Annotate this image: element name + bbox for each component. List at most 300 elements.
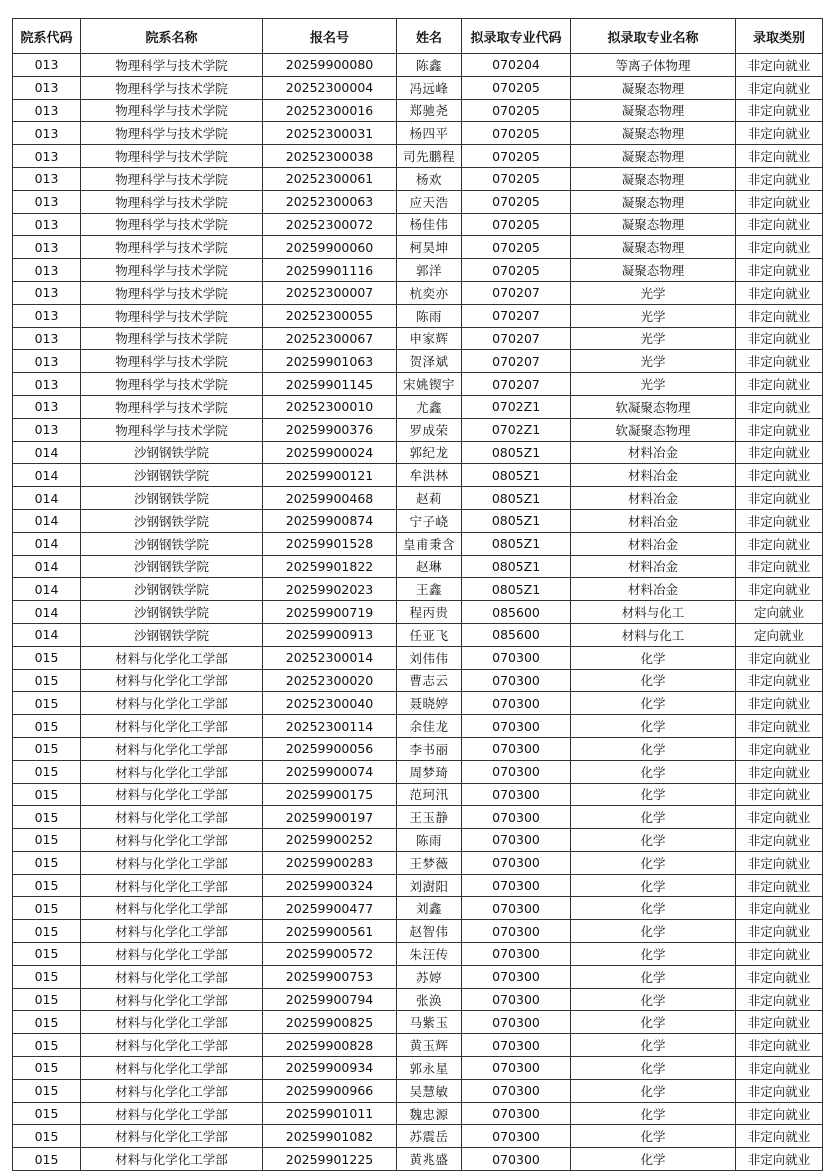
reg-no-cell: 20259901063 bbox=[263, 350, 397, 373]
name-cell: 杭奕亦 bbox=[397, 281, 462, 304]
dept-name-cell: 沙钢钢铁学院 bbox=[81, 487, 263, 510]
dept-name-cell: 物理科学与技术学院 bbox=[81, 395, 263, 418]
major-name-cell: 材料冶金 bbox=[571, 441, 736, 464]
dept-name-cell: 材料与化学化工学部 bbox=[81, 715, 263, 738]
reg-no-cell: 20259900468 bbox=[263, 487, 397, 510]
category-cell: 非定向就业 bbox=[736, 259, 823, 282]
major-name-cell: 凝聚态物理 bbox=[571, 259, 736, 282]
name-cell: 应天浩 bbox=[397, 190, 462, 213]
dept-name-cell: 材料与化学化工学部 bbox=[81, 988, 263, 1011]
name-cell: 赵琳 bbox=[397, 555, 462, 578]
reg-no-cell: 20252300040 bbox=[263, 692, 397, 715]
dept-code-cell: 015 bbox=[13, 965, 81, 988]
category-cell: 非定向就业 bbox=[736, 965, 823, 988]
table-row bbox=[13, 213, 823, 236]
major-name-cell: 软凝聚态物理 bbox=[571, 418, 736, 441]
table-row bbox=[13, 441, 823, 464]
category-cell: 非定向就业 bbox=[736, 441, 823, 464]
table-row bbox=[13, 509, 823, 532]
major-code-cell: 070300 bbox=[462, 1057, 571, 1080]
dept-name-cell: 材料与化学化工学部 bbox=[81, 965, 263, 988]
major-name-cell: 凝聚态物理 bbox=[571, 99, 736, 122]
reg-no-cell: 20259900913 bbox=[263, 623, 397, 646]
reg-no-cell: 20259900477 bbox=[263, 897, 397, 920]
major-name-cell: 凝聚态物理 bbox=[571, 122, 736, 145]
dept-name-cell: 材料与化学化工学部 bbox=[81, 897, 263, 920]
dept-name-cell: 材料与化学化工学部 bbox=[81, 1057, 263, 1080]
dept-code-cell: 015 bbox=[13, 737, 81, 760]
reg-no-cell: 20259901082 bbox=[263, 1125, 397, 1148]
table-row bbox=[13, 874, 823, 897]
dept-name-cell: 物理科学与技术学院 bbox=[81, 418, 263, 441]
category-cell: 非定向就业 bbox=[736, 715, 823, 738]
dept-code-cell: 013 bbox=[13, 373, 81, 396]
category-cell: 非定向就业 bbox=[736, 806, 823, 829]
major-code-cell: 0702Z1 bbox=[462, 418, 571, 441]
name-cell: 余佳龙 bbox=[397, 715, 462, 738]
dept-name-cell: 材料与化学化工学部 bbox=[81, 760, 263, 783]
category-cell: 非定向就业 bbox=[736, 509, 823, 532]
name-cell: 郭洋 bbox=[397, 259, 462, 282]
table-row bbox=[13, 236, 823, 259]
major-code-cell: 070300 bbox=[462, 806, 571, 829]
major-name-cell: 化学 bbox=[571, 874, 736, 897]
reg-no-cell: 20259900828 bbox=[263, 1034, 397, 1057]
name-cell: 皇甫秉含 bbox=[397, 532, 462, 555]
table-row bbox=[13, 555, 823, 578]
reg-no-cell: 20259900175 bbox=[263, 783, 397, 806]
name-cell: 郭永星 bbox=[397, 1057, 462, 1080]
major-name-cell: 化学 bbox=[571, 943, 736, 966]
major-code-cell: 070205 bbox=[462, 190, 571, 213]
major-name-cell: 化学 bbox=[571, 829, 736, 852]
name-cell: 任亚飞 bbox=[397, 623, 462, 646]
table-row bbox=[13, 851, 823, 874]
category-cell: 非定向就业 bbox=[736, 190, 823, 213]
reg-no-cell: 20259900561 bbox=[263, 920, 397, 943]
major-code-cell: 070300 bbox=[462, 1125, 571, 1148]
col-header-category: 录取类别 bbox=[736, 19, 823, 54]
dept-code-cell: 015 bbox=[13, 1102, 81, 1125]
major-name-cell: 光学 bbox=[571, 304, 736, 327]
name-cell: 王鑫 bbox=[397, 578, 462, 601]
col-header-dept-code: 院系代码 bbox=[13, 19, 81, 54]
major-name-cell: 化学 bbox=[571, 897, 736, 920]
category-cell: 非定向就业 bbox=[736, 897, 823, 920]
table-row bbox=[13, 76, 823, 99]
major-name-cell: 化学 bbox=[571, 1125, 736, 1148]
table-row bbox=[13, 965, 823, 988]
dept-name-cell: 材料与化学化工学部 bbox=[81, 806, 263, 829]
category-cell: 非定向就业 bbox=[736, 213, 823, 236]
reg-no-cell: 20252300007 bbox=[263, 281, 397, 304]
table-row bbox=[13, 304, 823, 327]
name-cell: 牟洪林 bbox=[397, 464, 462, 487]
dept-code-cell: 013 bbox=[13, 54, 81, 77]
category-cell: 非定向就业 bbox=[736, 373, 823, 396]
category-cell: 非定向就业 bbox=[736, 76, 823, 99]
category-cell: 定向就业 bbox=[736, 601, 823, 624]
category-cell: 非定向就业 bbox=[736, 167, 823, 190]
reg-no-cell: 20259900794 bbox=[263, 988, 397, 1011]
name-cell: 黄玉辉 bbox=[397, 1034, 462, 1057]
dept-code-cell: 013 bbox=[13, 190, 81, 213]
dept-code-cell: 015 bbox=[13, 874, 81, 897]
table-row bbox=[13, 760, 823, 783]
col-header-dept-name: 院系名称 bbox=[81, 19, 263, 54]
major-name-cell: 凝聚态物理 bbox=[571, 236, 736, 259]
name-cell: 黄兆盛 bbox=[397, 1148, 462, 1171]
name-cell: 曹志云 bbox=[397, 669, 462, 692]
dept-code-cell: 013 bbox=[13, 304, 81, 327]
dept-code-cell: 015 bbox=[13, 806, 81, 829]
major-name-cell: 化学 bbox=[571, 715, 736, 738]
reg-no-cell: 20252300031 bbox=[263, 122, 397, 145]
name-cell: 苏震岳 bbox=[397, 1125, 462, 1148]
reg-no-cell: 20252300004 bbox=[263, 76, 397, 99]
category-cell: 非定向就业 bbox=[736, 464, 823, 487]
dept-code-cell: 015 bbox=[13, 783, 81, 806]
major-name-cell: 材料与化工 bbox=[571, 623, 736, 646]
category-cell: 非定向就业 bbox=[736, 327, 823, 350]
major-name-cell: 材料冶金 bbox=[571, 509, 736, 532]
dept-name-cell: 物理科学与技术学院 bbox=[81, 213, 263, 236]
major-name-cell: 化学 bbox=[571, 783, 736, 806]
major-code-cell: 070300 bbox=[462, 851, 571, 874]
dept-name-cell: 材料与化学化工学部 bbox=[81, 737, 263, 760]
name-cell: 罗成荣 bbox=[397, 418, 462, 441]
table-row bbox=[13, 395, 823, 418]
category-cell: 非定向就业 bbox=[736, 669, 823, 692]
dept-code-cell: 013 bbox=[13, 395, 81, 418]
major-code-cell: 070300 bbox=[462, 920, 571, 943]
dept-name-cell: 材料与化学化工学部 bbox=[81, 829, 263, 852]
table-row bbox=[13, 692, 823, 715]
dept-name-cell: 材料与化学化工学部 bbox=[81, 783, 263, 806]
dept-code-cell: 015 bbox=[13, 1079, 81, 1102]
name-cell: 杨欢 bbox=[397, 167, 462, 190]
dept-name-cell: 材料与化学化工学部 bbox=[81, 669, 263, 692]
category-cell: 非定向就业 bbox=[736, 1148, 823, 1171]
reg-no-cell: 20252300055 bbox=[263, 304, 397, 327]
reg-no-cell: 20259900252 bbox=[263, 829, 397, 852]
dept-name-cell: 物理科学与技术学院 bbox=[81, 304, 263, 327]
dept-name-cell: 材料与化学化工学部 bbox=[81, 920, 263, 943]
category-cell: 非定向就业 bbox=[736, 1057, 823, 1080]
major-name-cell: 化学 bbox=[571, 988, 736, 1011]
table-row bbox=[13, 1034, 823, 1057]
major-name-cell: 化学 bbox=[571, 737, 736, 760]
reg-no-cell: 20252300067 bbox=[263, 327, 397, 350]
category-cell: 非定向就业 bbox=[736, 350, 823, 373]
major-name-cell: 化学 bbox=[571, 1034, 736, 1057]
table-row bbox=[13, 601, 823, 624]
reg-no-cell: 20259901145 bbox=[263, 373, 397, 396]
reg-no-cell: 20259900121 bbox=[263, 464, 397, 487]
table-row bbox=[13, 1148, 823, 1171]
major-code-cell: 070207 bbox=[462, 350, 571, 373]
table-row bbox=[13, 418, 823, 441]
major-name-cell: 化学 bbox=[571, 1079, 736, 1102]
col-header-major-code: 拟录取专业代码 bbox=[462, 19, 571, 54]
reg-no-cell: 20259900966 bbox=[263, 1079, 397, 1102]
table-row bbox=[13, 783, 823, 806]
dept-name-cell: 沙钢钢铁学院 bbox=[81, 555, 263, 578]
dept-code-cell: 013 bbox=[13, 213, 81, 236]
major-name-cell: 化学 bbox=[571, 1011, 736, 1034]
table-body bbox=[13, 54, 823, 1171]
table-row bbox=[13, 145, 823, 168]
major-code-cell: 0805Z1 bbox=[462, 555, 571, 578]
reg-no-cell: 20259900324 bbox=[263, 874, 397, 897]
table-row bbox=[13, 1079, 823, 1102]
name-cell: 郑驰尧 bbox=[397, 99, 462, 122]
major-code-cell: 085600 bbox=[462, 601, 571, 624]
name-cell: 宁子峣 bbox=[397, 509, 462, 532]
category-cell: 非定向就业 bbox=[736, 54, 823, 77]
reg-no-cell: 20259901822 bbox=[263, 555, 397, 578]
dept-name-cell: 物理科学与技术学院 bbox=[81, 350, 263, 373]
col-header-reg-no: 报名号 bbox=[263, 19, 397, 54]
major-name-cell: 化学 bbox=[571, 920, 736, 943]
header-row bbox=[13, 19, 823, 54]
major-name-cell: 化学 bbox=[571, 1148, 736, 1171]
reg-no-cell: 20252300063 bbox=[263, 190, 397, 213]
table-row bbox=[13, 487, 823, 510]
category-cell: 非定向就业 bbox=[736, 851, 823, 874]
major-code-cell: 070300 bbox=[462, 1011, 571, 1034]
reg-no-cell: 20259900024 bbox=[263, 441, 397, 464]
major-code-cell: 070300 bbox=[462, 1034, 571, 1057]
name-cell: 程丙贵 bbox=[397, 601, 462, 624]
dept-code-cell: 013 bbox=[13, 327, 81, 350]
dept-name-cell: 沙钢钢铁学院 bbox=[81, 601, 263, 624]
dept-name-cell: 沙钢钢铁学院 bbox=[81, 532, 263, 555]
major-name-cell: 材料与化工 bbox=[571, 601, 736, 624]
major-name-cell: 光学 bbox=[571, 327, 736, 350]
reg-no-cell: 20259900080 bbox=[263, 54, 397, 77]
dept-code-cell: 014 bbox=[13, 532, 81, 555]
major-name-cell: 软凝聚态物理 bbox=[571, 395, 736, 418]
category-cell: 非定向就业 bbox=[736, 737, 823, 760]
category-cell: 非定向就业 bbox=[736, 532, 823, 555]
name-cell: 吴慧敏 bbox=[397, 1079, 462, 1102]
table-row bbox=[13, 897, 823, 920]
dept-code-cell: 013 bbox=[13, 350, 81, 373]
dept-name-cell: 材料与化学化工学部 bbox=[81, 646, 263, 669]
major-code-cell: 070207 bbox=[462, 373, 571, 396]
reg-no-cell: 20259900376 bbox=[263, 418, 397, 441]
table-row bbox=[13, 920, 823, 943]
reg-no-cell: 20259901528 bbox=[263, 532, 397, 555]
dept-code-cell: 013 bbox=[13, 236, 81, 259]
reg-no-cell: 20252300010 bbox=[263, 395, 397, 418]
table-row bbox=[13, 350, 823, 373]
table-row bbox=[13, 578, 823, 601]
name-cell: 柯昊坤 bbox=[397, 236, 462, 259]
dept-name-cell: 物理科学与技术学院 bbox=[81, 145, 263, 168]
name-cell: 魏忠源 bbox=[397, 1102, 462, 1125]
name-cell: 郭纪龙 bbox=[397, 441, 462, 464]
major-code-cell: 0805Z1 bbox=[462, 532, 571, 555]
name-cell: 冯远峰 bbox=[397, 76, 462, 99]
dept-name-cell: 材料与化学化工学部 bbox=[81, 1079, 263, 1102]
dept-code-cell: 013 bbox=[13, 418, 81, 441]
major-name-cell: 材料冶金 bbox=[571, 532, 736, 555]
table-row bbox=[13, 1102, 823, 1125]
reg-no-cell: 20252300014 bbox=[263, 646, 397, 669]
major-code-cell: 070205 bbox=[462, 236, 571, 259]
major-name-cell: 凝聚态物理 bbox=[571, 167, 736, 190]
dept-code-cell: 015 bbox=[13, 1125, 81, 1148]
reg-no-cell: 20259901011 bbox=[263, 1102, 397, 1125]
table-row bbox=[13, 373, 823, 396]
table-row bbox=[13, 1057, 823, 1080]
major-code-cell: 070205 bbox=[462, 259, 571, 282]
dept-code-cell: 013 bbox=[13, 167, 81, 190]
dept-name-cell: 材料与化学化工学部 bbox=[81, 1148, 263, 1171]
dept-code-cell: 013 bbox=[13, 76, 81, 99]
category-cell: 非定向就业 bbox=[736, 988, 823, 1011]
dept-code-cell: 015 bbox=[13, 646, 81, 669]
reg-no-cell: 20259900753 bbox=[263, 965, 397, 988]
dept-name-cell: 物理科学与技术学院 bbox=[81, 122, 263, 145]
major-code-cell: 070205 bbox=[462, 213, 571, 236]
major-code-cell: 0805Z1 bbox=[462, 464, 571, 487]
table-row bbox=[13, 1125, 823, 1148]
dept-name-cell: 物理科学与技术学院 bbox=[81, 281, 263, 304]
name-cell: 范珂汛 bbox=[397, 783, 462, 806]
category-cell: 非定向就业 bbox=[736, 1011, 823, 1034]
major-code-cell: 070207 bbox=[462, 304, 571, 327]
dept-name-cell: 物理科学与技术学院 bbox=[81, 190, 263, 213]
reg-no-cell: 20252300061 bbox=[263, 167, 397, 190]
reg-no-cell: 20259900825 bbox=[263, 1011, 397, 1034]
table-row bbox=[13, 327, 823, 350]
table-row bbox=[13, 281, 823, 304]
major-name-cell: 化学 bbox=[571, 760, 736, 783]
category-cell: 非定向就业 bbox=[736, 418, 823, 441]
reg-no-cell: 20259901225 bbox=[263, 1148, 397, 1171]
category-cell: 非定向就业 bbox=[736, 395, 823, 418]
category-cell: 非定向就业 bbox=[736, 943, 823, 966]
dept-name-cell: 沙钢钢铁学院 bbox=[81, 464, 263, 487]
category-cell: 非定向就业 bbox=[736, 281, 823, 304]
major-code-cell: 070300 bbox=[462, 646, 571, 669]
dept-name-cell: 物理科学与技术学院 bbox=[81, 167, 263, 190]
reg-no-cell: 20259901116 bbox=[263, 259, 397, 282]
dept-code-cell: 015 bbox=[13, 669, 81, 692]
category-cell: 非定向就业 bbox=[736, 578, 823, 601]
reg-no-cell: 20259900719 bbox=[263, 601, 397, 624]
dept-code-cell: 014 bbox=[13, 601, 81, 624]
category-cell: 非定向就业 bbox=[736, 1079, 823, 1102]
name-cell: 申家辉 bbox=[397, 327, 462, 350]
category-cell: 非定向就业 bbox=[736, 783, 823, 806]
major-name-cell: 材料冶金 bbox=[571, 578, 736, 601]
dept-code-cell: 015 bbox=[13, 715, 81, 738]
dept-code-cell: 015 bbox=[13, 988, 81, 1011]
major-code-cell: 0805Z1 bbox=[462, 578, 571, 601]
name-cell: 杨佳伟 bbox=[397, 213, 462, 236]
category-cell: 定向就业 bbox=[736, 623, 823, 646]
major-code-cell: 070300 bbox=[462, 988, 571, 1011]
table-row bbox=[13, 737, 823, 760]
reg-no-cell: 20259900874 bbox=[263, 509, 397, 532]
major-code-cell: 070300 bbox=[462, 737, 571, 760]
major-code-cell: 070300 bbox=[462, 943, 571, 966]
table-header bbox=[13, 19, 823, 54]
dept-code-cell: 015 bbox=[13, 943, 81, 966]
admission-table bbox=[12, 18, 823, 1171]
name-cell: 陈鑫 bbox=[397, 54, 462, 77]
category-cell: 非定向就业 bbox=[736, 829, 823, 852]
major-name-cell: 材料冶金 bbox=[571, 487, 736, 510]
major-name-cell: 凝聚态物理 bbox=[571, 145, 736, 168]
major-code-cell: 070300 bbox=[462, 669, 571, 692]
name-cell: 苏婷 bbox=[397, 965, 462, 988]
category-cell: 非定向就业 bbox=[736, 236, 823, 259]
major-name-cell: 化学 bbox=[571, 806, 736, 829]
reg-no-cell: 20259900074 bbox=[263, 760, 397, 783]
table-row bbox=[13, 715, 823, 738]
category-cell: 非定向就业 bbox=[736, 145, 823, 168]
category-cell: 非定向就业 bbox=[736, 1125, 823, 1148]
dept-name-cell: 材料与化学化工学部 bbox=[81, 851, 263, 874]
reg-no-cell: 20259900197 bbox=[263, 806, 397, 829]
dept-code-cell: 015 bbox=[13, 760, 81, 783]
category-cell: 非定向就业 bbox=[736, 122, 823, 145]
major-code-cell: 070300 bbox=[462, 715, 571, 738]
category-cell: 非定向就业 bbox=[736, 304, 823, 327]
dept-code-cell: 015 bbox=[13, 897, 81, 920]
major-name-cell: 等离子体物理 bbox=[571, 54, 736, 77]
major-name-cell: 化学 bbox=[571, 1057, 736, 1080]
table-row bbox=[13, 829, 823, 852]
category-cell: 非定向就业 bbox=[736, 760, 823, 783]
name-cell: 贺泽斌 bbox=[397, 350, 462, 373]
name-cell: 马紫玉 bbox=[397, 1011, 462, 1034]
table-row bbox=[13, 646, 823, 669]
table-row bbox=[13, 669, 823, 692]
reg-no-cell: 20252300020 bbox=[263, 669, 397, 692]
dept-name-cell: 沙钢钢铁学院 bbox=[81, 578, 263, 601]
dept-name-cell: 材料与化学化工学部 bbox=[81, 874, 263, 897]
dept-name-cell: 物理科学与技术学院 bbox=[81, 76, 263, 99]
table-row bbox=[13, 806, 823, 829]
category-cell: 非定向就业 bbox=[736, 874, 823, 897]
dept-code-cell: 014 bbox=[13, 623, 81, 646]
table-row bbox=[13, 190, 823, 213]
dept-code-cell: 015 bbox=[13, 1034, 81, 1057]
major-code-cell: 070205 bbox=[462, 145, 571, 168]
major-code-cell: 070300 bbox=[462, 692, 571, 715]
major-code-cell: 0805Z1 bbox=[462, 441, 571, 464]
major-code-cell: 0805Z1 bbox=[462, 509, 571, 532]
major-name-cell: 凝聚态物理 bbox=[571, 190, 736, 213]
dept-name-cell: 材料与化学化工学部 bbox=[81, 1011, 263, 1034]
dept-code-cell: 013 bbox=[13, 99, 81, 122]
major-code-cell: 070300 bbox=[462, 874, 571, 897]
table-row bbox=[13, 532, 823, 555]
reg-no-cell: 20259900572 bbox=[263, 943, 397, 966]
reg-no-cell: 20259902023 bbox=[263, 578, 397, 601]
name-cell: 司先鹏程 bbox=[397, 145, 462, 168]
major-code-cell: 085600 bbox=[462, 623, 571, 646]
table-row bbox=[13, 54, 823, 77]
category-cell: 非定向就业 bbox=[736, 920, 823, 943]
category-cell: 非定向就业 bbox=[736, 646, 823, 669]
